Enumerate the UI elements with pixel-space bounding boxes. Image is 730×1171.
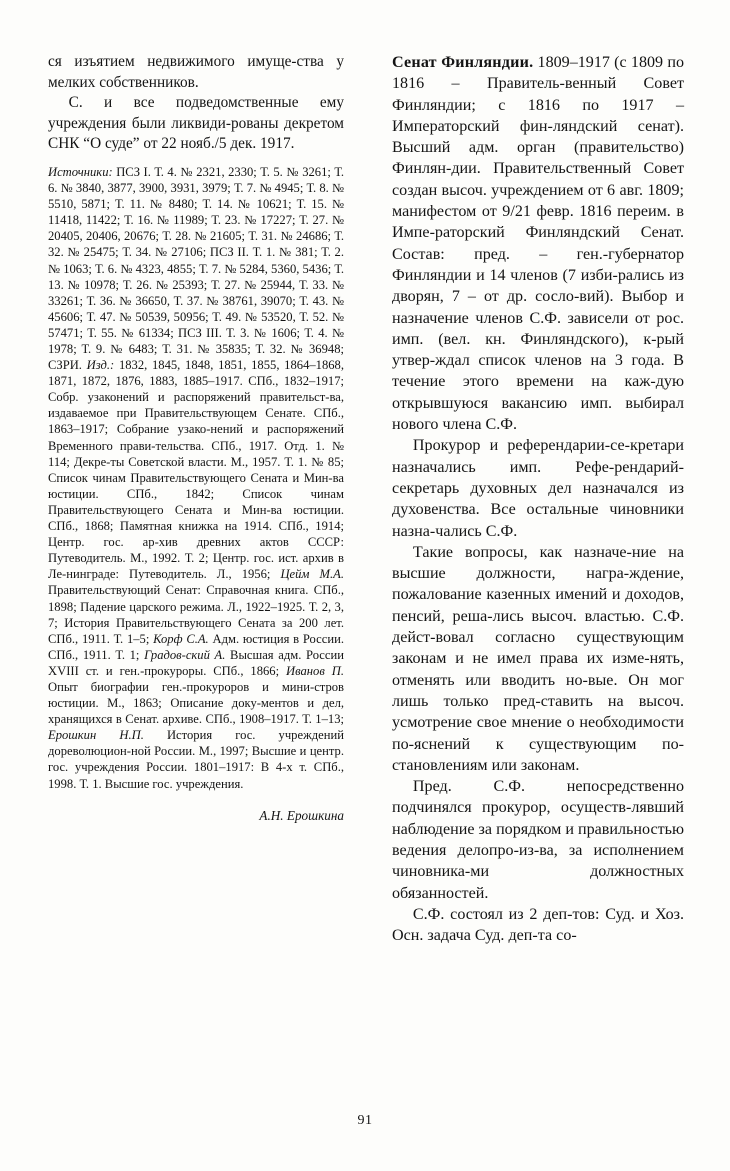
sources-paragraph: [48, 164, 344, 792]
sources-label: Источники:: [48, 164, 113, 179]
author-ref-3: Иванов П.: [286, 663, 344, 678]
page-number: 91: [357, 1113, 373, 1128]
right-column: [392, 52, 684, 1092]
entry-paragraph: Пред. С.Ф. непосредственно подчинялся прокурор, осуществ-лявший наблюдение за порядком и правильностью ведения делопро-из-ва, за исполнением чиновника-ми должностных обязанностей.: [392, 778, 684, 902]
lit-text-0: Правительствующий Сенат: Справочная книга. СПб., 1898; Падение царского режима. Л., 1922–1925. Т. 2, 3, 7; История Правительствующего Сената за 200 лет. СПб., 1911. Т. 1–5;: [48, 583, 344, 646]
paragraph: С. и все подведомственные ему учреждения были ликвиди-рованы декретом СНК “О суде” от 22 нояб./5 дек. 1917.: [48, 94, 344, 153]
entry-paragraph: Такие вопросы, как назначе-ние на высшие должности, награ-ждение, пожалование казенных имений и доходов, пенсий, реша-лись высоч. властью. С.Ф. дейст-вовал согласно существующим законам и не имел права их изме-нять, отменять или вводить но-вые. Он мог лишь только пред-ставить на высоч. усмотрение свое мнение о необходимости по-яснений к существующим по-становлениям или законам.: [392, 543, 684, 774]
lit-text-2: Высшая адм. России XVIII ст. и ген.-прокуроры. СПб., 1866;: [48, 647, 344, 678]
author-ref-2: Градов-ский А.: [144, 647, 226, 662]
entry-paragraph: Прокурор и референдарии-се-кретари назначались имп. Рефе-рендарий-секретарь духовных дел назначался из духовенства. Все остальные чиновники назна-чались С.Ф.: [392, 437, 684, 540]
two-column-layout: [48, 52, 684, 1092]
entry-author-signature: А.Н. Ерошкина: [259, 807, 344, 823]
entry-definition: 1809–1917 (с 1809 по 1816 – Правитель-венный Совет Финляндии; с 1816 по 1917 – Императорский фин-ляндский сенат). Высший адм. орган (правительство) Финлян-дии. Правительственный Совет создан высоч. учреждением от 6 авг. 1809; манифестом от 9/21 февр. 1816 переим. в Импе-раторский Финляндский Сенат. Состав: пред. – ген.-губернатор Финляндии и 14 членов (7 изби-рались из дворян, 7 – от др. сосло-вий). Выбор и назначение членов С.Ф. зависели от рос. имп. (вел. кн. Финляндского), к-рый утвер-ждал список членов на 3 года. В течение этого времени на каж-дую открывшуюся вакансию имп. выбирал нового члена С.Ф.: [392, 54, 684, 434]
entry-headword: Сенат Финляндии.: [392, 54, 534, 71]
entry-paragraph: С.Ф. состоял из 2 деп-тов: Суд. и Хоз. Осн. задача Суд. деп-та со-: [392, 905, 684, 945]
lit-text-4: История гос. учреждений дореволюцион-ной России. М., 1997; Высшие и центр. гос. учреждения России. 1801–1917: В 4-х т. СПб., 1998. Т. 1. Высшие гос. учреждения.: [48, 728, 344, 791]
lit-text-3: Опыт биографии ген.-прокуроров и мини-стров юстиции. М., 1863; Описание доку-ментов и дел, хранящихся в Сенат. архиве. СПб., 1908–1917. Т. 1–13;: [48, 679, 344, 727]
lit-text-1: Адм. юстиция в России. СПб., 1911. Т. 1;: [48, 631, 344, 662]
author-ref-4: Ерошкин Н.П.: [48, 728, 144, 743]
publications-text: 1832, 1845, 1848, 1851, 1855, 1864–1868, 1871, 1872, 1876, 1883, 1885–1917. СПб., 1832–1917; Собр. узаконений и распоряжений правительст-ва, издаваемое при Правительствующем Сенате. СПб., 1863–1917; Собрание узако-нений и распоряжений Временного прави-тельства. СПб., 1917. Отд. 1. № 114; Декре-ты Советской власти. М., 1957. Т. 1. № 85; Список чинам Правительствующего Сената и Мин-ва юстиции. СПб., 1842; Список чинам Правительствующего Сената и Мин-ва юстиции. СПб., 1868; Памятная книжка на 1914. СПб., 1914; Центр. гос. ар-хив древних актов СССР: Путеводитель. М., 1992. Т. 2; Центр. гос. ист. архив в Ле-нинграде: Путеводитель. Л., 1956;: [48, 358, 344, 582]
entry-first-paragraph: [392, 52, 684, 435]
sources-text: ПСЗ I. Т. 4. № 2321, 2330; Т. 5. № 3261; Т. 6. № 3840, 3877, 3900, 3931, 3979; Т. 7. № 4945; Т. 8. № 5510, 5871; Т. 11. № 8480; Т. 14. № 10621; Т. 15. № 11418, 11422; Т. 16. № 11989; Т. 23. № 17227; Т. 27. № 20405, 20406, 20676; Т. 28. № 21605; Т. 31. № 24686; Т. 32. № 25475; Т. 34. № 27106; ПСЗ II. Т. 1. № 381; Т. 2. № 1063; Т. 6. № 4323, 4855; Т. 7. № 5284, 5360, 5436; Т. 13. № 10978; Т. 26. № 25393; Т. 27. № 25944, Т. 33. № 33261; Т. 36. № 36650, Т. 37. № 38761, 39070; Т. 43. № 45606; Т. 47. № 50539, 50956; Т. 49. № 53520, Т. 52. № 57471; Т. 55. № 61334; ПСЗ III. Т. 3. № 1606; Т. 4. № 1978; Т. 9. № 6483; Т. 31. № 35835; Т. 32. № 36948; СЗРИ.: [48, 164, 344, 373]
dictionary-entry: [392, 52, 684, 946]
left-body-text: [48, 52, 344, 155]
sources-block: [48, 164, 344, 792]
author-ref-1: Корф С.А.: [153, 631, 209, 646]
paragraph-continuation: ся изъятием недвижимого имуще-ства у мелких собственников.: [48, 53, 344, 91]
author-ref-0: Цейм М.А.: [280, 567, 344, 582]
left-column: [48, 52, 344, 1092]
publications-label: Изд.:: [86, 358, 115, 373]
